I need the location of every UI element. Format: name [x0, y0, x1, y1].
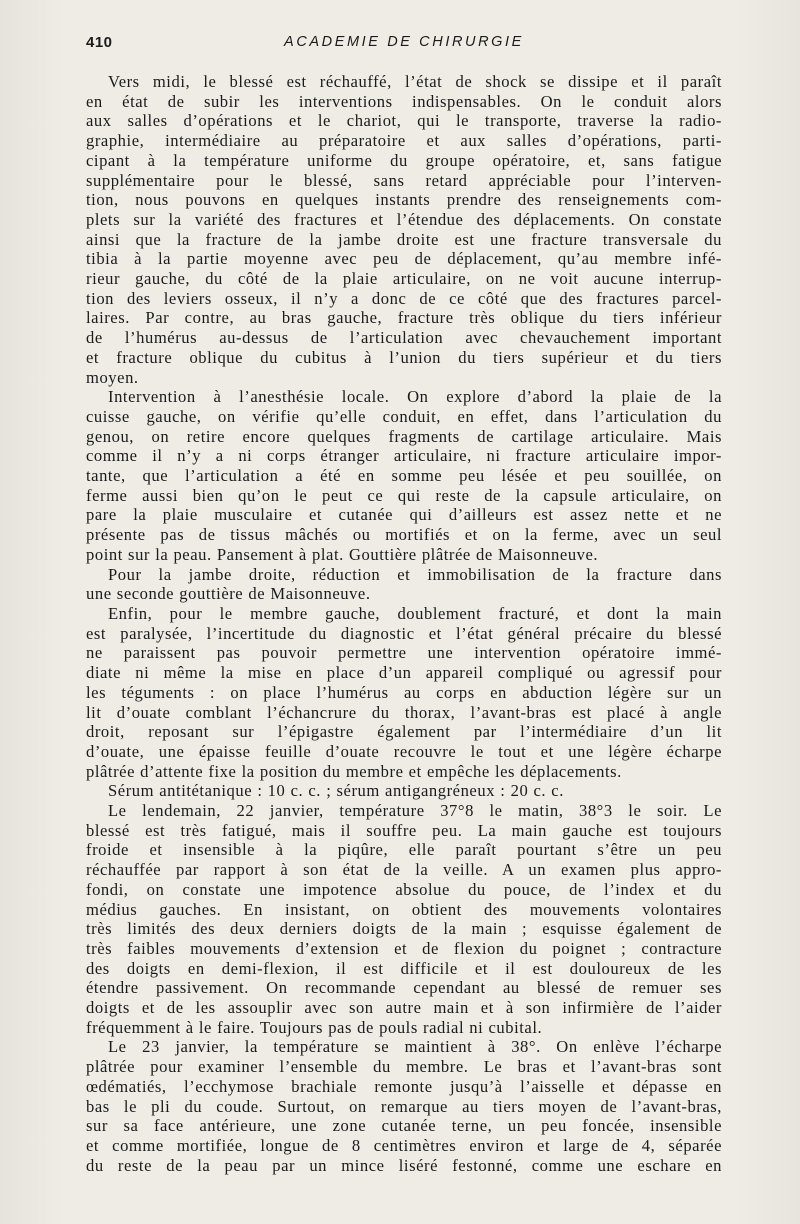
text-line: du reste de la peau par un mince liséré festonné, comme une eschare en [86, 1155, 722, 1175]
text-line: droit, reposant sur l’épigastre également par l’intermédiaire d’un lit [86, 722, 722, 742]
text-line: Intervention à l’anesthésie locale. On explore d’abord la plaie de la [108, 387, 722, 407]
text-line: étendre passivement. On recommande cependant au blessé de remuer ses [86, 978, 722, 998]
text-line: Sérum antitétanique : 10 c. c. ; sérum antigangréneux : 20 c. c. [108, 781, 564, 801]
text-line: œdématiés, l’ecchymose brachiale remonte jusqu’à l’aisselle et dépasse en [86, 1076, 722, 1096]
text-line: aux salles d’opérations et le chariot, qui le transporte, traverse la radio- [86, 111, 722, 131]
text-line: sur sa face antérieure, une zone cutanée terne, un peu foncée, insensible [86, 1116, 722, 1136]
text-line: froide et insensible à la piqûre, elle paraît pourtant s’être un peu [86, 840, 722, 860]
text-line: fondi, on constate une impotence absolue du pouce, de l’index et du [86, 879, 722, 899]
body-text [86, 72, 722, 1175]
paragraph [86, 604, 722, 781]
text-line: tibia à la partie moyenne avec peu de déplacement, qu’au membre infé- [86, 249, 722, 269]
paragraph [86, 801, 722, 1037]
text-line: de l’humérus au-dessus de l’articulation avec chevauchement important [86, 328, 722, 348]
text-line: tion, nous pouvons en quelques instants prendre des renseignements com- [86, 190, 722, 210]
paragraph [86, 387, 722, 564]
text-line: laires. Par contre, au bras gauche, fracture très oblique du tiers inférieur [86, 308, 722, 328]
text-line: en état de subir les interventions indispensables. On le conduit alors [86, 91, 722, 111]
text-line: médius gauches. En insistant, on obtient des mouvements volontaires [86, 899, 722, 919]
text-line: plâtrée pour examiner l’ensemble du membre. Le bras et l’avant-bras sont [86, 1057, 722, 1077]
text-line: rieur gauche, du côté de la plaie articulaire, on ne voit aucune interrup- [86, 269, 722, 289]
text-line: lit d’ouate comblant l’échancrure du thorax, l’avant-bras est placé à angle [86, 702, 722, 722]
text-line: point sur la peau. Pansement à plat. Gouttière plâtrée de Maisonneuve. [86, 544, 599, 564]
paragraph [86, 1037, 722, 1175]
text-line: supplémentaire pour le blessé, sans retard appréciable pour l’interven- [86, 170, 722, 190]
text-line: blessé est très fatigué, mais il souffre peu. La main gauche est toujours [86, 820, 722, 840]
paragraph [86, 72, 722, 387]
page-header [86, 34, 722, 56]
text-line: Vers midi, le blessé est réchauffé, l’état de shock se dissipe et il paraît [108, 72, 722, 91]
running-title: ACADEMIE DE CHIRURGIE [284, 34, 524, 50]
text-line: très limités des deux derniers doigts de la main ; esquisse également de [86, 919, 722, 939]
text-line: Le lendemain, 22 janvier, température 37°8 le matin, 38°3 le soir. Le [108, 801, 722, 821]
text-line: Pour la jambe droite, réduction et immobilisation de la fracture dans [108, 564, 722, 584]
text-line: est paralysée, l’incertitude du diagnostic et l’état général précaire du blessé [86, 623, 722, 643]
text-line: tion des leviers osseux, il n’y a donc de ce côté que des fractures parcel- [86, 288, 722, 308]
text-line: Enfin, pour le membre gauche, doublement fracturé, et dont la main [108, 603, 722, 623]
text-line: présente pas de tissus mâchés ou mortifiés et on la ferme, avec un seul [86, 525, 722, 545]
text-line: les téguments : on place l’humérus au corps en abduction légère sur un [86, 682, 722, 702]
text-line: pare la plaie musculaire et cutanée qui d’ailleurs est assez nette et ne [86, 505, 722, 525]
text-line: d’ouate, une épaisse feuille d’ouate recouvre le tout et une légère écharpe [86, 741, 722, 761]
text-line: tante, que l’articulation a été en somme peu lésée et peu souillée, on [86, 466, 722, 486]
text-line: et fracture oblique du cubitus à l’union du tiers supérieur et du tiers [86, 347, 722, 367]
text-line: plâtrée d’attente fixe la position du membre et empêche les déplacements. [86, 761, 622, 781]
text-line: Le 23 janvier, la température se maintient à 38°. On enlève l’écharpe [108, 1037, 722, 1057]
text-line: doigts et de les assouplir avec son autre main et à son infirmière de l’aider [86, 998, 722, 1018]
text-line: ainsi que la fracture de la jambe droite est une fracture transversale du [86, 229, 722, 249]
text-line: ferme aussi bien qu’on le peut ce qui reste de la capsule articulaire, on [86, 485, 722, 505]
paragraph [86, 565, 722, 604]
text-line: bas le pli du coude. Surtout, on remarque au tiers moyen de l’avant-bras, [86, 1096, 722, 1116]
text-line: comme il n’y a ni corps étranger articulaire, ni fracture articulaire impor- [86, 446, 722, 466]
text-line: plets sur la variété des fractures et l’étendue des déplacements. On constate [86, 209, 722, 229]
text-line: moyen. [86, 367, 139, 387]
paragraph [86, 781, 722, 801]
page-number: 410 [86, 34, 113, 51]
text-line: et comme mortifiée, longue de 8 centimètres environ et large de 4, séparée [86, 1135, 722, 1155]
text-line: cuisse gauche, on vérifie qu’elle conduit, en effet, dans l’articulation du [86, 406, 722, 426]
text-line: graphie, intermédiaire au préparatoire et aux salles d’opérations, parti- [86, 131, 722, 151]
text-line: genou, on retire encore quelques fragments de cartilage articulaire. Mais [86, 426, 722, 446]
text-line: une seconde gouttière de Maisonneuve. [86, 584, 371, 604]
text-line: cipant à la température uniforme du groupe opératoire, et, sans fatigue [86, 150, 722, 170]
text-line: diate ni même la mise en place d’un appareil compliqué ou agressif pour [86, 663, 722, 683]
text-line: fréquemment à le faire. Toujours pas de pouls radial ni cubital. [86, 1017, 543, 1037]
text-line: ne paraissent pas pouvoir permettre une intervention opératoire immé- [86, 643, 722, 663]
text-line: réchauffée par rapport à son état de la veille. A un examen plus appro- [86, 860, 722, 880]
text-line: très faibles mouvements d’extension et de flexion du poignet ; contracture [86, 938, 722, 958]
text-line: des doigts en demi-flexion, il est difficile et il est douloureux de les [86, 958, 722, 978]
